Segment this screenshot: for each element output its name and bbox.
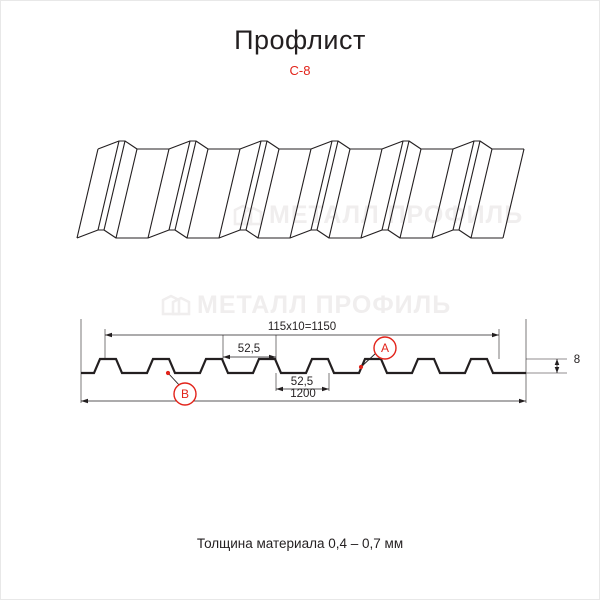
watermark-top-text: МЕТАЛЛ ПРОФИЛЬ: [269, 201, 524, 229]
profile-section-path: [81, 359, 526, 373]
dim-height-label: 8: [573, 354, 581, 366]
dim-total-width-label: 1200: [290, 388, 316, 400]
watermark-bottom-text: МЕТАЛЛ ПРОФИЛЬ: [197, 291, 452, 319]
dimension-line-top-span: [105, 333, 499, 338]
dim-pitch-top-label: 52,5: [237, 343, 261, 355]
dimension-texts: [238, 321, 580, 400]
callout-a-label: A: [380, 341, 390, 355]
isometric-sheet: [77, 141, 524, 238]
profile-drawing: [1, 1, 600, 601]
dimension-line-height: [555, 359, 560, 373]
dim-top-span-label: 115х10=1150: [267, 321, 337, 333]
leader-line-a: [359, 353, 376, 369]
dim-pitch-bottom-label: 52,5: [290, 376, 314, 388]
product-code: С-8: [289, 63, 311, 78]
callout-b-label: B: [180, 387, 190, 401]
page-title: Профлист: [234, 25, 366, 55]
material-thickness-note: Толщина материала 0,4 – 0,7 мм: [196, 536, 404, 551]
callout-labels: [181, 341, 389, 401]
